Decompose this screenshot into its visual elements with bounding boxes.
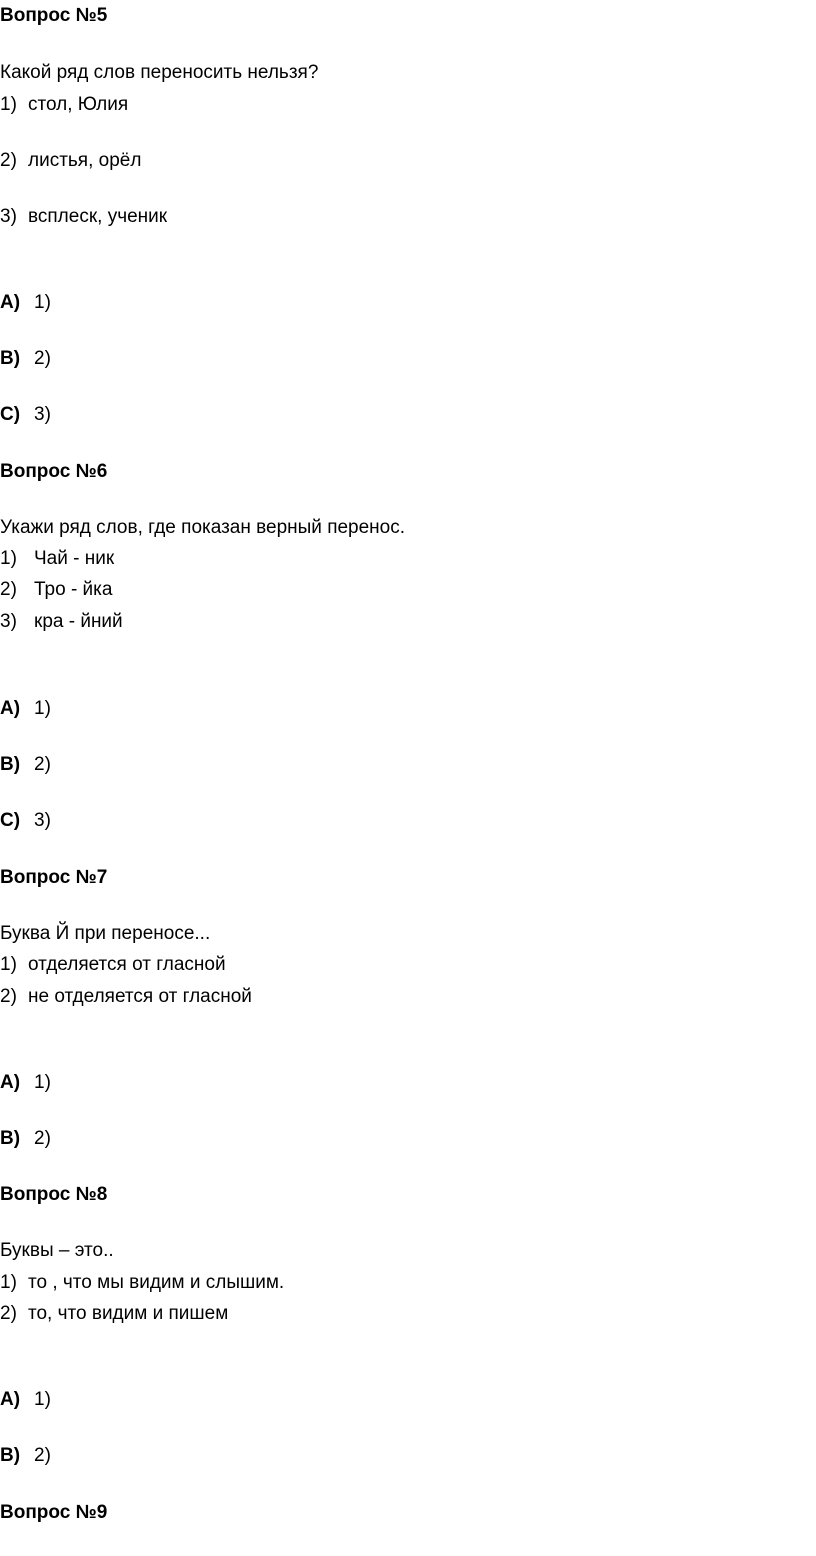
- question-6-answer-a[interactable]: [0, 699, 51, 718]
- question-6-title: Вопрос №6: [0, 461, 108, 482]
- item-text: всплеск, ученик: [28, 206, 168, 227]
- answer-value: 1): [34, 698, 51, 719]
- answer-letter: A): [0, 1072, 21, 1093]
- question-5-answer-c[interactable]: [0, 405, 51, 424]
- question-6-item-1: [0, 549, 114, 568]
- item-text: Чай - ник: [34, 548, 115, 569]
- question-5-item-2: [0, 151, 141, 170]
- answer-letter: C): [0, 810, 21, 831]
- item-text: стол, Юлия: [28, 94, 129, 115]
- question-7-answer-a[interactable]: [0, 1073, 51, 1092]
- answer-letter: C): [0, 404, 21, 425]
- question-5-item-1: [0, 95, 128, 114]
- question-7-item-2: [0, 987, 252, 1006]
- item-text: не отделяется от гласной: [28, 986, 252, 1007]
- question-8-answer-a[interactable]: [0, 1390, 51, 1409]
- answer-letter: B): [0, 754, 21, 775]
- question-6-answer-c[interactable]: [0, 811, 51, 830]
- question-9-title: Вопрос №9: [0, 1502, 108, 1523]
- question-6-item-2: [0, 580, 112, 599]
- item-number: 1): [0, 94, 17, 115]
- answer-letter: A): [0, 698, 21, 719]
- question-5-title: Вопрос №5: [0, 5, 108, 26]
- question-8-prompt: Буквы – это..: [0, 1240, 114, 1261]
- question-7-answer-b[interactable]: [0, 1129, 51, 1148]
- item-text: Тро - йка: [34, 579, 113, 600]
- answer-value: 2): [34, 348, 51, 369]
- item-number: 2): [0, 579, 17, 600]
- question-5-prompt: Какой ряд слов переносить нельзя?: [0, 62, 319, 83]
- answer-value: 2): [34, 1128, 51, 1149]
- item-number: 2): [0, 1303, 17, 1324]
- question-5-answer-a[interactable]: [0, 293, 51, 312]
- question-7-item-1: [0, 955, 226, 974]
- item-text: отделяется от гласной: [28, 954, 226, 975]
- answer-letter: A): [0, 1389, 21, 1410]
- question-8-item-1: [0, 1273, 284, 1292]
- question-8-title: Вопрос №8: [0, 1184, 108, 1205]
- item-number: 1): [0, 1272, 17, 1293]
- answer-value: 3): [34, 404, 51, 425]
- answer-letter: A): [0, 292, 21, 313]
- item-number: 3): [0, 611, 17, 632]
- item-text: кра - йний: [34, 611, 123, 632]
- item-text: то , что мы видим и слышим.: [28, 1272, 285, 1293]
- item-number: 1): [0, 954, 17, 975]
- question-6-item-3: [0, 612, 123, 631]
- question-8-item-2: [0, 1304, 228, 1323]
- answer-value: 1): [34, 1389, 51, 1410]
- answer-value: 3): [34, 810, 51, 831]
- item-number: 3): [0, 206, 17, 227]
- answer-value: 2): [34, 1445, 51, 1466]
- item-number: 2): [0, 986, 17, 1007]
- question-6-prompt: Укажи ряд слов, где показан верный перенос.: [0, 517, 406, 538]
- item-number: 1): [0, 548, 17, 569]
- question-6-answer-b[interactable]: [0, 755, 51, 774]
- question-5-answer-b[interactable]: [0, 349, 51, 368]
- answer-value: 1): [34, 1072, 51, 1093]
- answer-letter: B): [0, 348, 21, 369]
- item-number: 2): [0, 150, 17, 171]
- answer-letter: B): [0, 1445, 21, 1466]
- question-7-title: Вопрос №7: [0, 867, 108, 888]
- question-5-item-3: [0, 207, 167, 226]
- item-text: листья, орёл: [28, 150, 142, 171]
- answer-letter: B): [0, 1128, 21, 1149]
- question-8-answer-b[interactable]: [0, 1446, 51, 1465]
- answer-value: 2): [34, 754, 51, 775]
- item-text: то, что видим и пишем: [28, 1303, 229, 1324]
- question-7-prompt: Буква Й при переносе...: [0, 923, 211, 944]
- answer-value: 1): [34, 292, 51, 313]
